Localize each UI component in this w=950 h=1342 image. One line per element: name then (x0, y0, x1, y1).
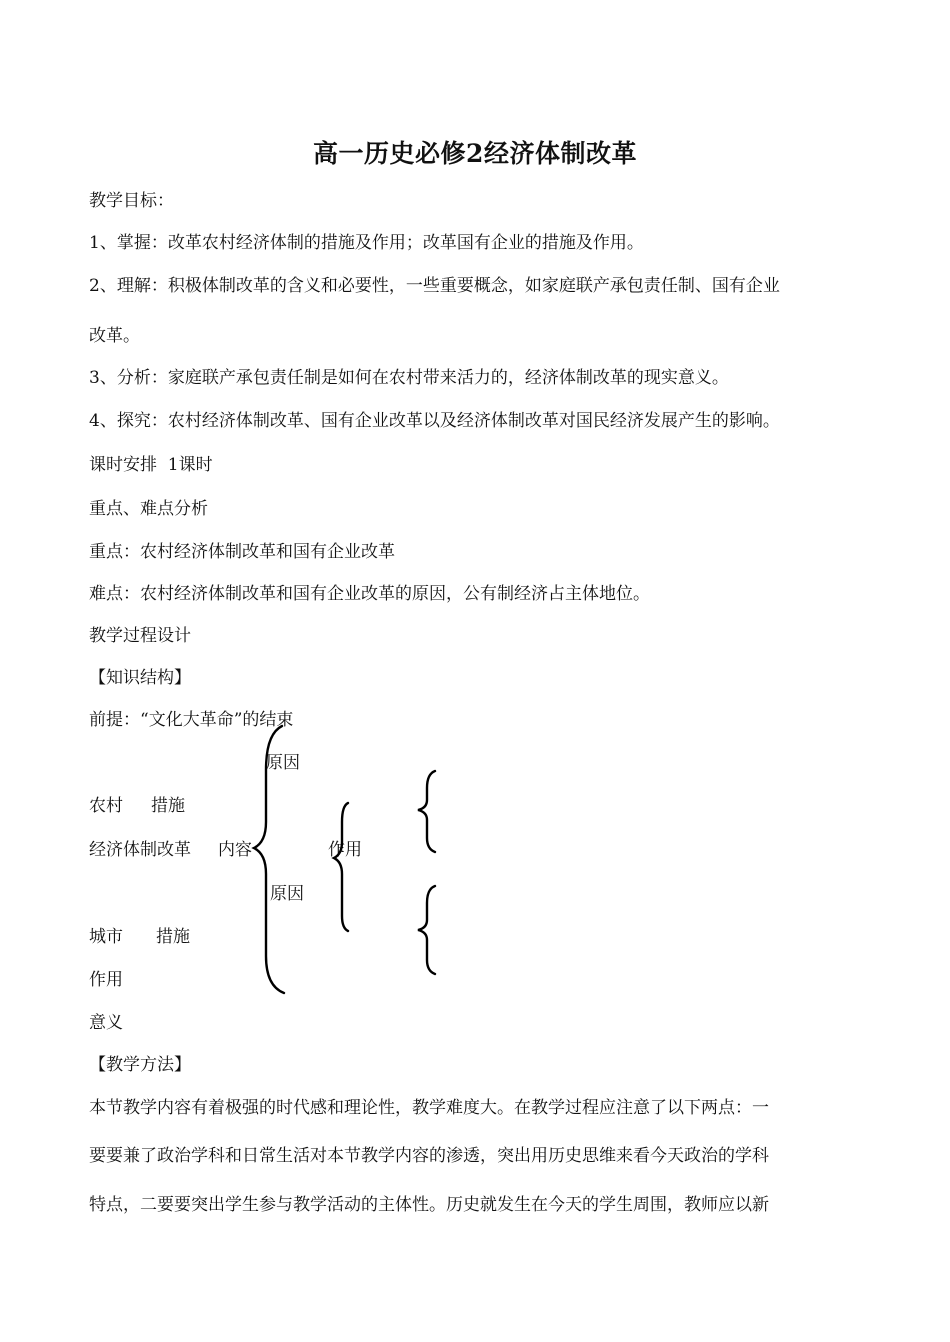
structure-premise: 前提：“文化大革命”的结束 (89, 710, 294, 730)
schedule-line: 课时安排 1课时 (89, 455, 213, 475)
difficult-point-line: 难点：农村经济体制改革和国有企业改革的原因，公有制经济占主体地位。 (89, 584, 650, 604)
middle-brace (334, 803, 348, 931)
process-heading: 教学过程设计 (89, 626, 191, 646)
goal-item: 2、理解：积极体制改革的含义和必要性，一些重要概念，如家庭联产承包责任制、国有企业 (89, 276, 780, 296)
structure-significance: 意义 (89, 1013, 123, 1033)
methods-paragraph-line: 特点，二要要突出学生参与教学活动的主体性。历史就发生在今天的学生周围，教师应以新 (89, 1195, 769, 1215)
upper-small-brace (418, 771, 435, 852)
goal-item: 3、分析：家庭联产承包责任制是如何在农村带来活力的，经济体制改革的现实意义。 (89, 368, 729, 388)
goal-item: 1、掌握：改革农村经济体制的措施及作用；改革国有企业的措施及作用。 (89, 233, 644, 253)
methods-paragraph-line: 要要兼了政治学科和日常生活对本节教学内容的渗透，突出用历史思维来看今天政治的学科 (89, 1146, 769, 1166)
knowledge-heading: 【知识结构】 (89, 668, 191, 688)
structure-effect-2: 作用 (89, 970, 123, 990)
structure-urban-reason: 原因 (270, 884, 304, 904)
structure-rural: 农村 (89, 796, 123, 816)
key-point-line: 重点：农村经济体制改革和国有企业改革 (89, 542, 395, 562)
methods-paragraph-line: 本节教学内容有着极强的时代感和理论性，教学难度大。在教学过程应注意了以下两点：一 (89, 1098, 769, 1118)
structure-content: 内容 (218, 840, 252, 860)
structure-rural-reason: 原因 (266, 753, 300, 773)
structure-effect: 作用 (328, 840, 362, 860)
goals-heading: 教学目标： (89, 191, 174, 211)
structure-reform: 经济体制改革 (89, 840, 191, 860)
methods-heading: 【教学方法】 (89, 1055, 191, 1075)
document-title: 高一历史必修2经济体制改革 (313, 139, 637, 168)
goal-item: 4、探究：农村经济体制改革、国有企业改革以及经济体制改革对国民经济发展产生的影响。 (89, 411, 780, 431)
large-brace (254, 726, 284, 993)
goal-item-continuation: 改革。 (89, 326, 140, 346)
lower-small-brace (418, 886, 435, 974)
key-points-heading: 重点、难点分析 (89, 499, 208, 519)
structure-rural-measures: 措施 (151, 796, 185, 816)
structure-urban-measures: 措施 (156, 927, 190, 947)
structure-urban: 城市 (89, 927, 123, 947)
